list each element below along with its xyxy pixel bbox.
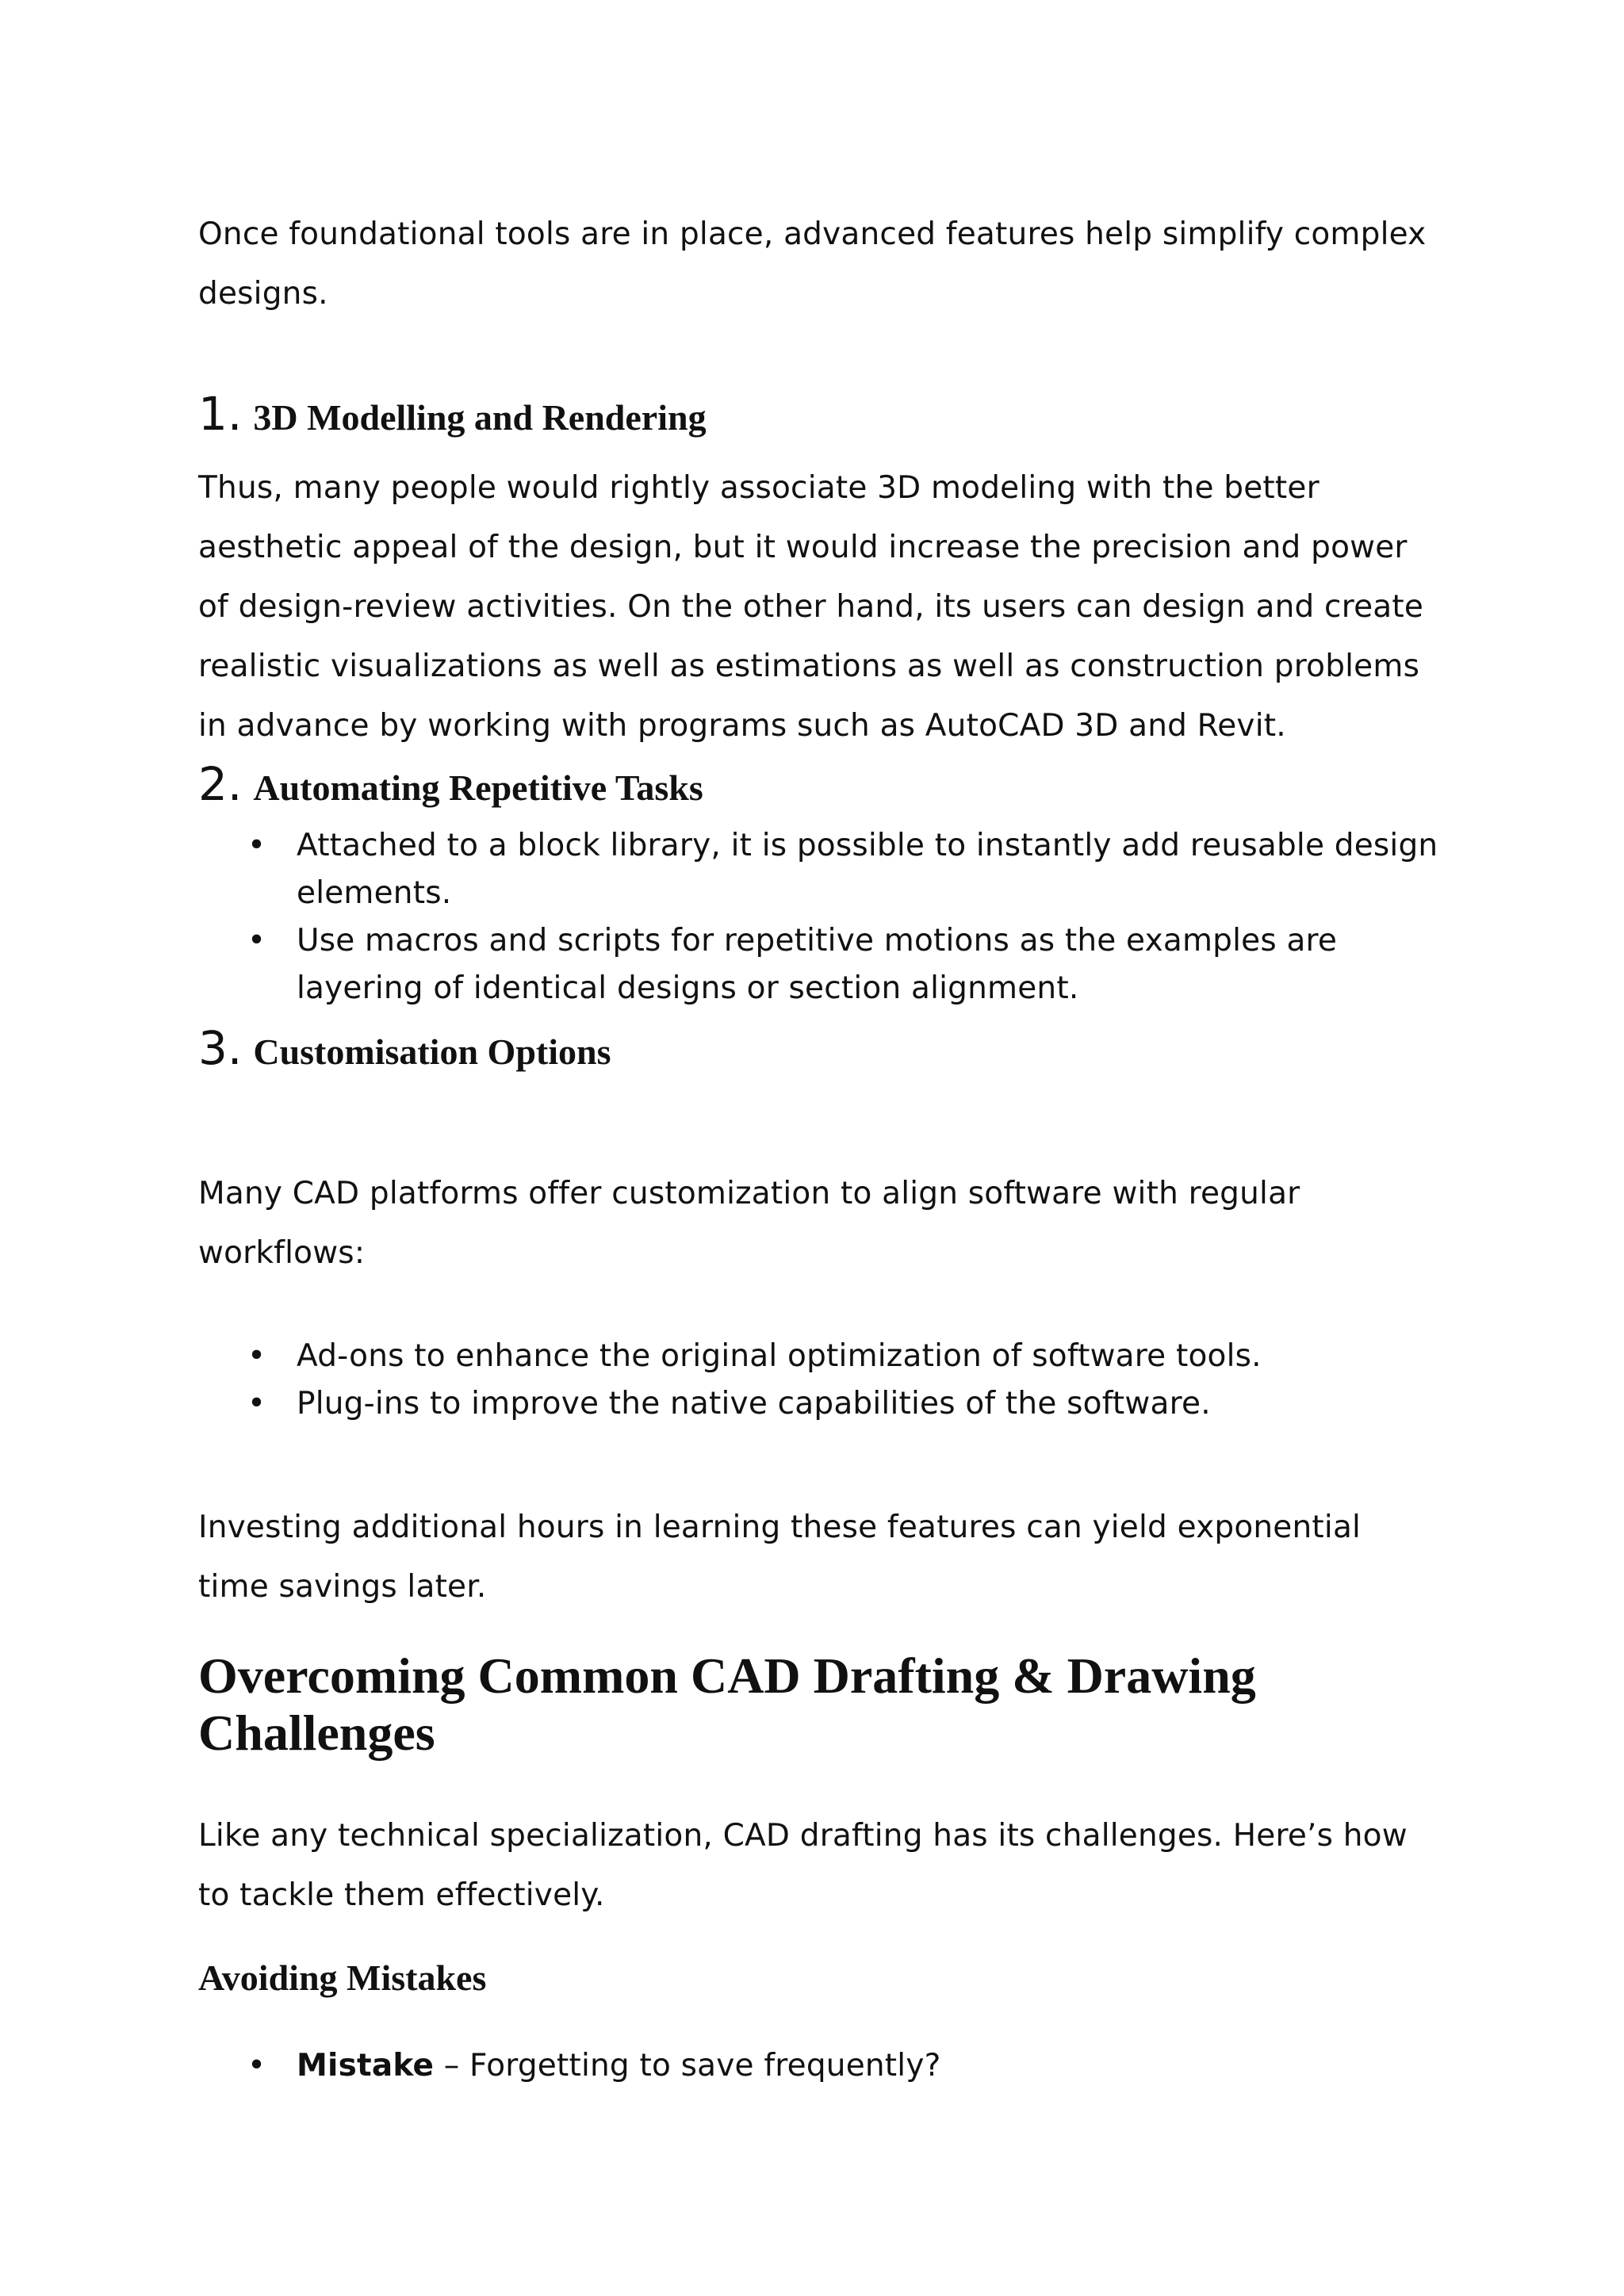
avoiding-mistakes-heading: Avoiding Mistakes	[198, 1957, 487, 1998]
list-item	[198, 2042, 1451, 2090]
section-3-closing: Investing additional hours in learning these features can yield exponential time savings later.	[198, 1510, 1362, 1605]
bullet-icon: •	[247, 1338, 266, 1374]
intro-paragraph: Once foundational tools are in place, advanced features help simplify complex designs.	[198, 216, 1427, 312]
section-1-heading	[198, 387, 707, 441]
mistakes-list	[198, 2042, 1451, 2090]
section-3-title: Customisation Options	[253, 1031, 611, 1072]
list-item-text: Plug-ins to improve the native capabilities of the software.	[297, 1386, 1211, 1422]
bullet-icon: •	[247, 1386, 266, 1422]
section-3-body: Many CAD platforms offer customization to align software with regular workflows:	[198, 1176, 1300, 1271]
section-3-heading	[198, 1021, 611, 1075]
bullet-icon: •	[247, 828, 266, 863]
bullet-icon: •	[247, 2048, 266, 2084]
list-item	[198, 1380, 1451, 1428]
mistake-text: – Forgetting to save frequently?	[434, 2048, 941, 2084]
section-1-title: 3D Modelling and Rendering	[253, 397, 707, 438]
section-2-title: Automating Repetitive Tasks	[253, 767, 703, 808]
list-item-text: Ad-ons to enhance the original optimization of software tools.	[297, 1338, 1262, 1374]
list-item-text: Attached to a block library, it is possible to instantly add reusable design elements.	[297, 828, 1438, 911]
section-1-body: Thus, many people would rightly associate 3D modeling with the better aesthetic appeal of the design, but it would increase the precision and power of design-review activities. On the other hand, its users can design and create realistic visualizations as well as estimations as well as construction problems in advance by working with programs such as AutoCAD 3D and Revit.	[198, 470, 1424, 744]
challenges-heading: Overcoming Common CAD Drafting & Drawing Challenges	[198, 1647, 1256, 1761]
section-2-number: 2.	[198, 757, 243, 811]
list-item	[198, 822, 1451, 917]
section-2-bullet-list	[198, 822, 1451, 1012]
mistake-label: Mistake	[297, 2048, 435, 2084]
list-item-text: Use macros and scripts for repetitive motions as the examples are layering of identical designs or section alignment.	[297, 923, 1338, 1006]
section-3-bullet-list	[198, 1333, 1451, 1428]
section-3-number: 3.	[198, 1021, 243, 1075]
section-2-heading	[198, 757, 703, 811]
section-1-number: 1.	[198, 387, 243, 441]
bullet-icon: •	[247, 923, 266, 959]
challenges-intro: Like any technical specialization, CAD drafting has its challenges. Here’s how to tackle them effectively.	[198, 1818, 1408, 1913]
list-item	[198, 1333, 1451, 1380]
list-item	[198, 917, 1451, 1012]
